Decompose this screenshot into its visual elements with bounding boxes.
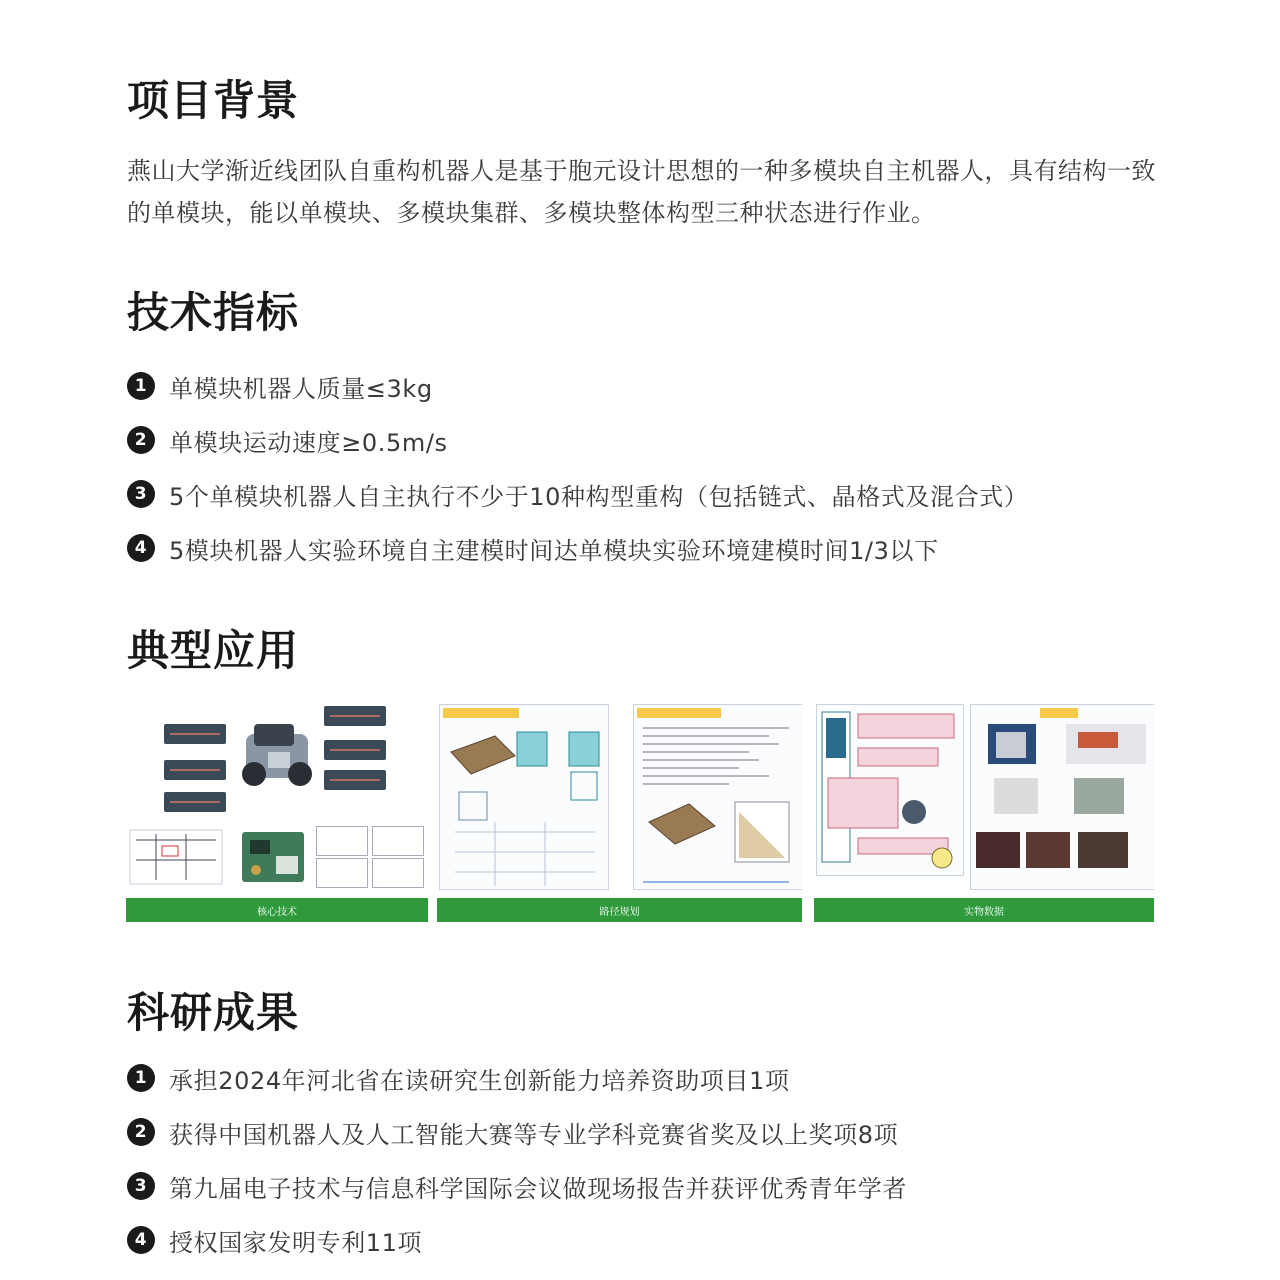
- figure-title-tag: [637, 708, 721, 718]
- callout-tag: [324, 706, 386, 726]
- number-badge-icon: 2: [127, 426, 155, 454]
- robot-module-icon: [234, 716, 324, 796]
- figure-title-tag: [443, 708, 519, 718]
- pcb-board-icon: [238, 826, 308, 886]
- list-item-text: 单模块运动速度≥0.5m/s: [169, 428, 448, 457]
- list-item: [127, 1159, 907, 1213]
- section-title-results: 科研成果: [127, 988, 300, 1037]
- list-item: [127, 413, 1028, 467]
- plot-thumbnail: [316, 858, 368, 888]
- list-item: [127, 1105, 907, 1159]
- section-title-applications: 典型应用: [127, 626, 300, 675]
- flowchart-figure-icon: [818, 708, 962, 876]
- circuit-diagram-icon: [126, 820, 226, 892]
- callout-tag: [324, 740, 386, 760]
- plot-thumbnail: [372, 858, 424, 888]
- list-item-text: 5模块机器人实验环境自主建模时间达单模块实验环境建模时间1/3以下: [169, 536, 939, 565]
- list-item: [127, 467, 1028, 521]
- results-list: [127, 1051, 907, 1267]
- list-item-text: 承担2024年河北省在读研究生创新能力培养资助项目1项: [169, 1066, 790, 1095]
- list-item-text: 5个单模块机器人自主执行不少于10种构型重构（包括链式、晶格式及混合式）: [169, 482, 1029, 511]
- caption-bar-core-tech: 核心技术: [126, 898, 428, 922]
- number-badge-icon: 2: [127, 1118, 155, 1146]
- callout-tag: [164, 760, 226, 780]
- list-item: [127, 359, 1028, 413]
- number-badge-icon: 1: [127, 372, 155, 400]
- callout-tag: [164, 792, 226, 812]
- number-badge-icon: 4: [127, 534, 155, 562]
- list-item-text: 获得中国机器人及人工智能大赛等专业学科竞赛省奖及以上奖项8项: [169, 1120, 899, 1149]
- list-item-text: 第九届电子技术与信息科学国际会议做现场报告并获评优秀青年学者: [169, 1174, 907, 1203]
- list-item-text: 授权国家发明专利11项: [169, 1228, 423, 1257]
- callout-tag: [324, 770, 386, 790]
- plot-thumbnail: [372, 826, 424, 856]
- number-badge-icon: 1: [127, 1064, 155, 1092]
- path-planning-figure-icon: [445, 722, 605, 890]
- section-title-specs: 技术指标: [127, 288, 300, 337]
- application-image-core-tech: [126, 702, 428, 892]
- application-image-real-data: [814, 702, 1154, 892]
- plot-thumbnail: [316, 826, 368, 856]
- caption-bar-real-data: 实物数据: [814, 898, 1154, 922]
- number-badge-icon: 3: [127, 1172, 155, 1200]
- algorithm-figure-icon: [639, 722, 799, 890]
- specs-list: [127, 359, 1028, 575]
- background-paragraph: 燕山大学渐近线团队自重构机器人是基于胞元设计思想的一种多模块自主机器人，具有结构一致的单模块，能以单模块、多模块集群、多模块整体构型三种状态进行作业。: [127, 157, 1156, 227]
- list-item: [127, 1213, 907, 1267]
- list-item: [127, 1051, 907, 1105]
- section-title-background: 项目背景: [127, 76, 300, 125]
- callout-tag: [164, 724, 226, 744]
- list-item: [127, 521, 1028, 575]
- application-image-path-planning: [437, 702, 802, 892]
- photo-collage-icon: [974, 722, 1152, 890]
- list-item-text: 单模块机器人质量≤3kg: [169, 374, 433, 403]
- number-badge-icon: 4: [127, 1226, 155, 1254]
- caption-bar-path-planning: 路径规划: [437, 898, 802, 922]
- figure-title-tag: [1040, 708, 1078, 718]
- number-badge-icon: 3: [127, 480, 155, 508]
